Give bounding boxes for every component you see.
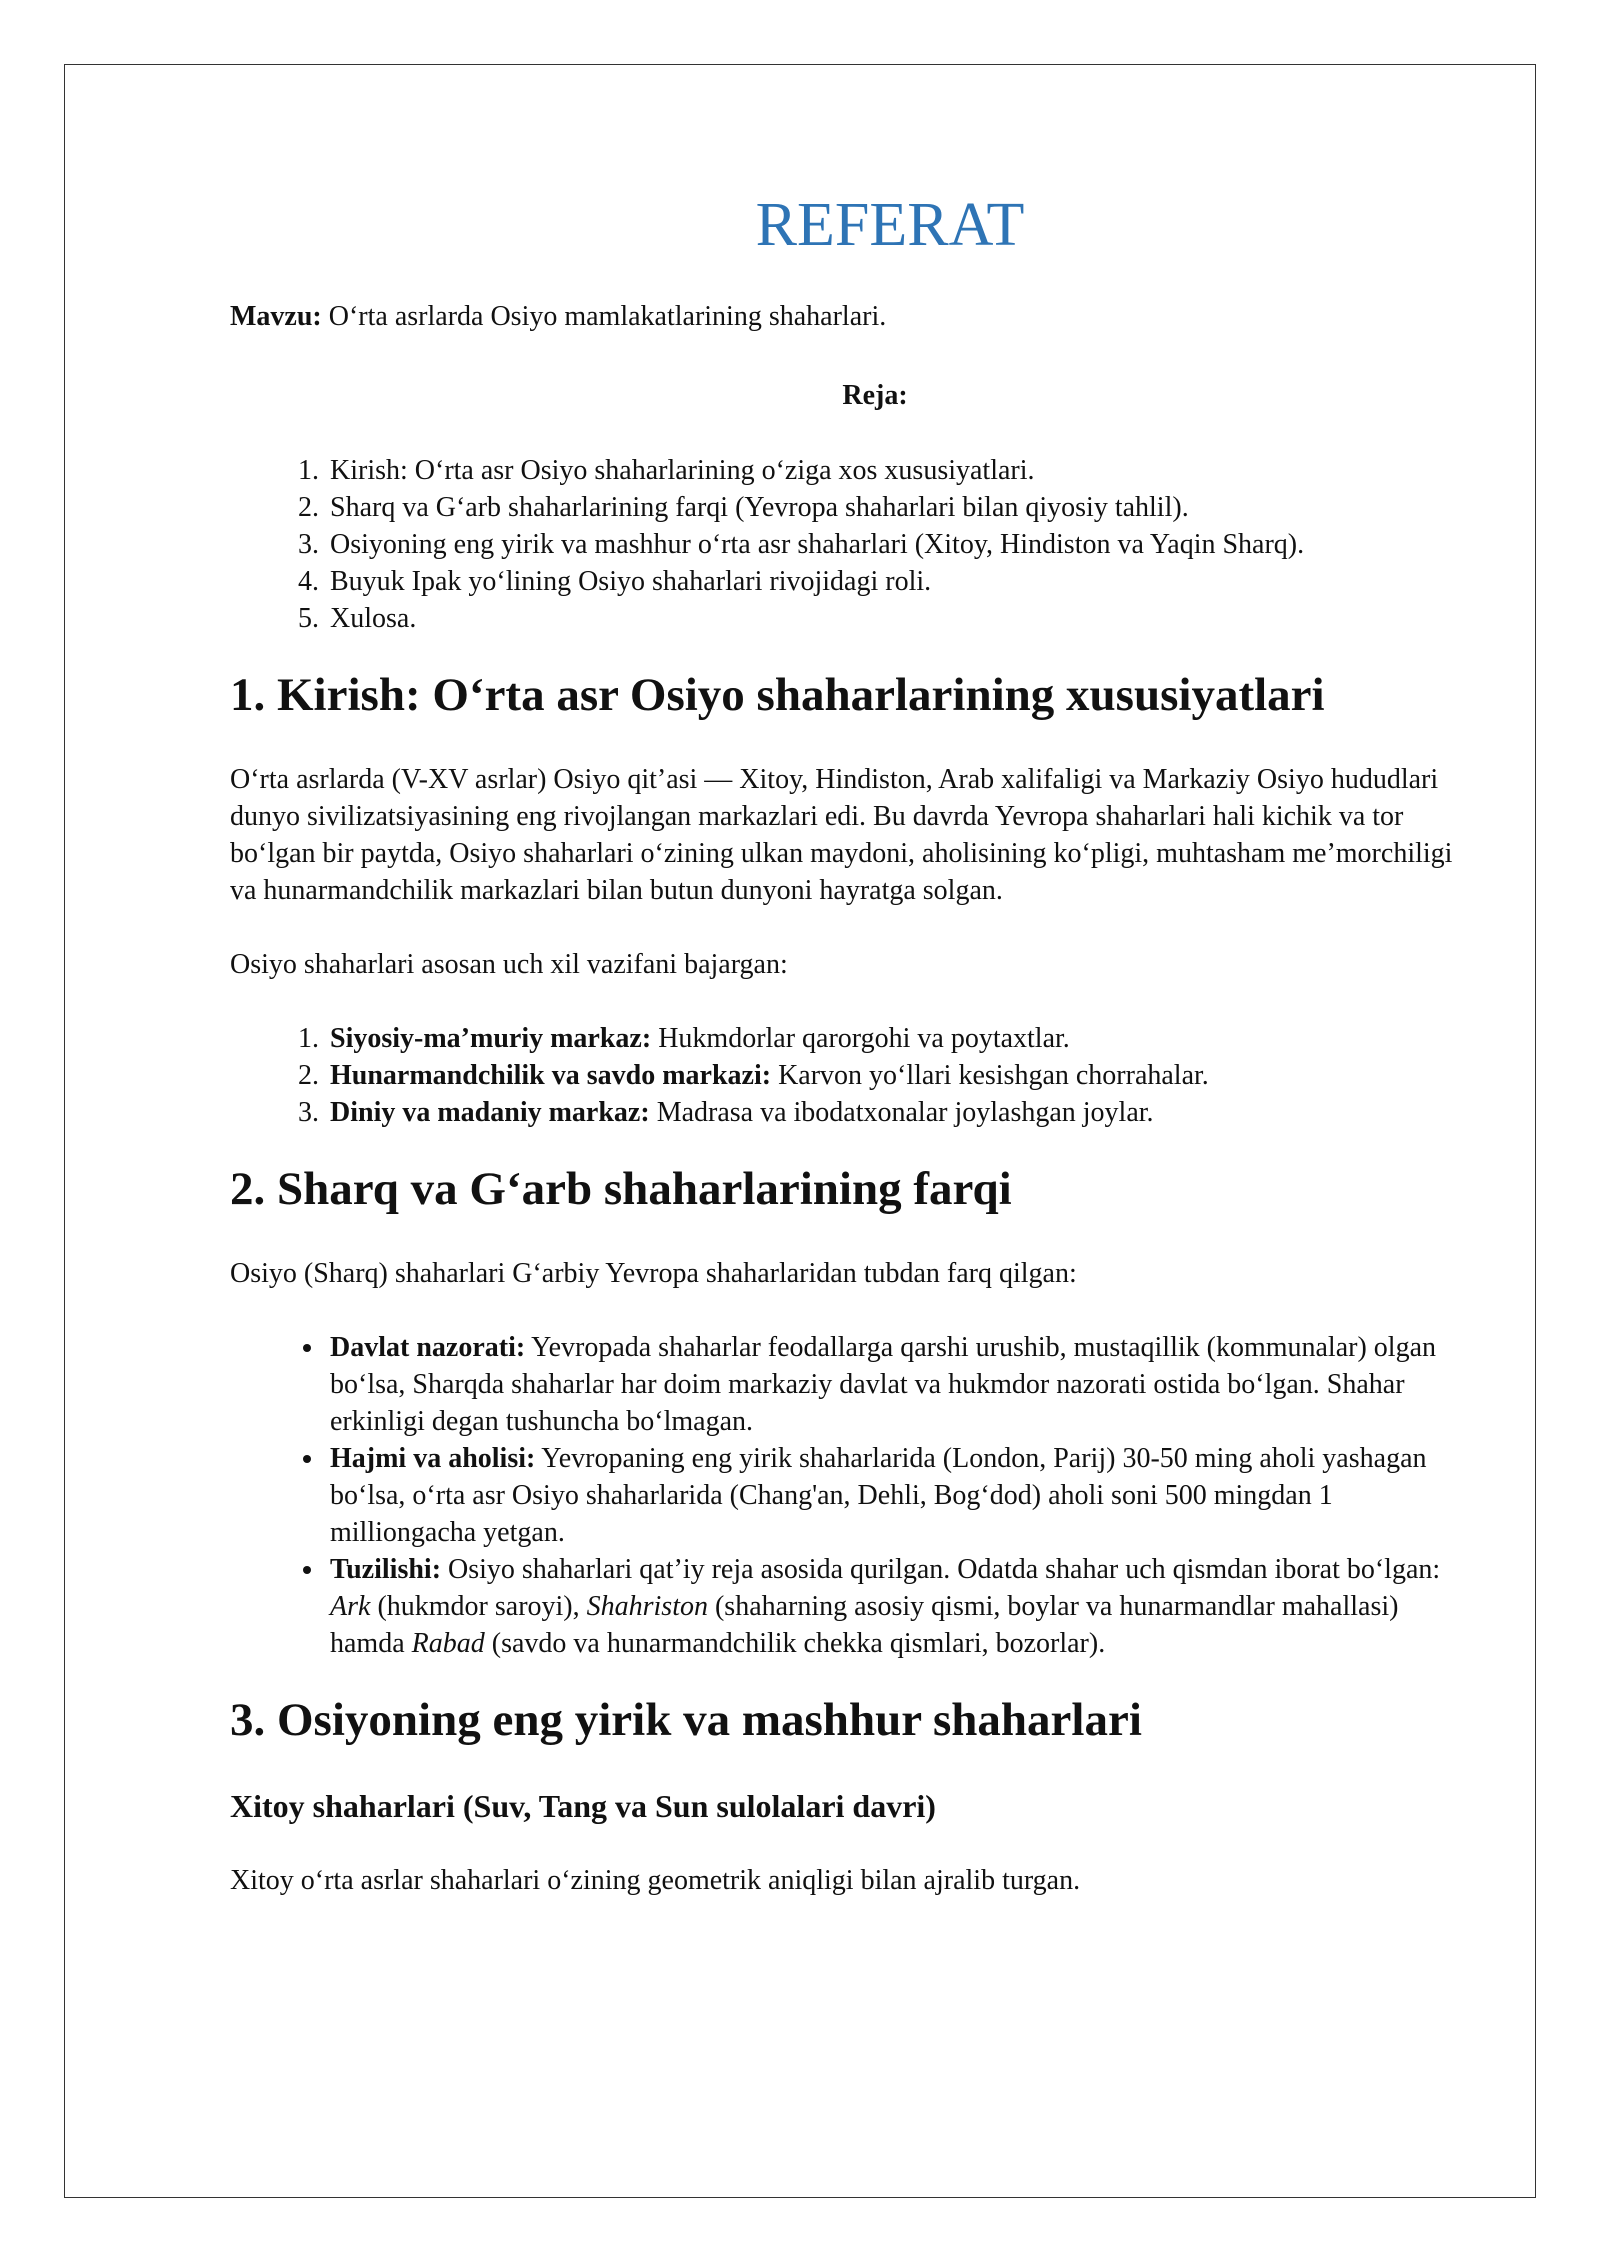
differences-item-text: (shaharning asosiy qismi, boylar va hunarmandlar mahallasi) hamda — [330, 1591, 1399, 1659]
plan-heading: Reja: — [842, 380, 908, 411]
term-shahriston: Shahriston — [586, 1591, 708, 1622]
plan-item: 4. Buyuk Ipak yo‘lining Osiyo shaharlari rivojidagi roli. — [326, 563, 1480, 600]
functions-item-label: Hunarmandchilik va savdo markazi: — [330, 1060, 772, 1091]
differences-item-text: Yevropada shaharlar feodallarga qarshi urushib, mustaqillik (kommunalar) olgan bo‘lsa, Sharqda shaharlar har doim markaziy davlat va hukmdor nazorati ostida bo‘lgan. Shahar erkinligi degan tushuncha bo‘lmagan. — [330, 1332, 1436, 1437]
term-rabad: Rabad — [411, 1628, 485, 1659]
section-3-paragraph: Xitoy o‘rta asrlar shaharlari o‘zining geometrik aniqligi bilan ajralib turgan. — [230, 1865, 1081, 1896]
topic-line — [230, 298, 1480, 335]
functions-item-text: Hukmdorlar qarorgohi va poytaxtlar. — [651, 1023, 1070, 1054]
section-1-paragraph: Osiyo shaharlari asosan uch xil vazifani bajargan: — [230, 949, 788, 980]
differences-item-label: Hajmi va aholisi: — [330, 1443, 536, 1474]
differences-item-text: (hukmdor saroyi), — [370, 1591, 587, 1622]
differences-item — [326, 1329, 1480, 1440]
term-ark: Ark — [330, 1591, 371, 1622]
plan-item: 1. Kirish: O‘rta asr Osiyo shaharlarining o‘ziga xos xususiyatlari. — [326, 452, 1480, 489]
section-3-subheading: Xitoy shaharlari (Suv, Tang va Sun sulolalari davri) — [230, 1788, 936, 1824]
differences-list — [230, 1329, 1480, 1662]
section-2-paragraph: Osiyo (Sharq) shaharlari G‘arbiy Yevropa shaharlaridan tubdan farq qilgan: — [230, 1258, 1077, 1289]
section-2-heading: 2. Sharq va G‘arb shaharlarining farqi — [230, 1163, 1012, 1215]
topic-label: Mavzu: — [230, 301, 322, 332]
plan-item: 5. Xulosa. — [326, 600, 1480, 637]
differences-item-label: Davlat nazorati: — [330, 1332, 526, 1363]
functions-item-text: Madrasa va ibodatxonalar joylashgan joylar. — [649, 1097, 1154, 1128]
differences-item — [326, 1551, 1480, 1662]
functions-list — [230, 1020, 1480, 1131]
document-body — [230, 190, 1480, 1899]
functions-item-label: Siyosiy-ma’muriy markaz: — [330, 1023, 652, 1054]
plan-item: 3. Osiyoning eng yirik va mashhur o‘rta asr shaharlari (Xitoy, Hindiston va Yaqin Sharq). — [326, 526, 1480, 563]
plan-list — [230, 452, 1480, 637]
differences-item-text: Yevropaning eng yirik shaharlarida (London, Parij) 30-50 ming aholi yashagan bo‘lsa, o‘rta asr Osiyo shaharlarida (Chang'an, Dehli, Bog‘dod) aholi soni 500 mingdan 1 milliongacha yetgan. — [330, 1443, 1427, 1548]
topic-text: O‘rta asrlarda Osiyo mamlakatlarining shaharlari. — [321, 301, 887, 332]
functions-item-label: Diniy va madaniy markaz: — [330, 1097, 650, 1128]
differences-item — [326, 1440, 1480, 1551]
functions-item — [326, 1057, 1480, 1094]
functions-item — [326, 1020, 1480, 1057]
differences-item-text: (savdo va hunarmandchilik chekka qismlari, bozorlar). — [484, 1628, 1106, 1659]
plan-item: 2. Sharq va G‘arb shaharlarining farqi (Yevropa shaharlari bilan qiyosiy tahlil). — [326, 489, 1480, 526]
section-1-paragraph: O‘rta asrlarda (V-XV asrlar) Osiyo qit’asi — Xitoy, Hindiston, Arab xalifaligi va Markaziy Osiyo hududlari dunyo sivilizatsiyasining eng rivojlangan markazlari edi. Bu davrda Yevropa shaharlari hali kichik va tor bo‘lgan bir paytda, Osiyo shaharlari o‘zining ulkan maydoni, aholisining ko‘pligi, muhtasham me’morchiligi va hunarmandchilik markazlari bilan butun dunyoni hayratga solgan. — [230, 764, 1453, 906]
differences-item-label: Tuzilishi: — [330, 1554, 442, 1585]
document-title: REFERAT — [755, 191, 1025, 259]
section-1-heading: 1. Kirish: O‘rta asr Osiyo shaharlarining xususiyatlari — [230, 669, 1325, 721]
section-3-heading: 3. Osiyoning eng yirik va mashhur shaharlari — [230, 1694, 1142, 1746]
functions-item — [326, 1094, 1480, 1131]
functions-item-text: Karvon yo‘llari kesishgan chorrahalar. — [771, 1060, 1209, 1091]
differences-item-text: Osiyo shaharlari qat’iy reja asosida qurilgan. Odatda shahar uch qismdan iborat bo‘lgan: — [441, 1554, 1441, 1585]
